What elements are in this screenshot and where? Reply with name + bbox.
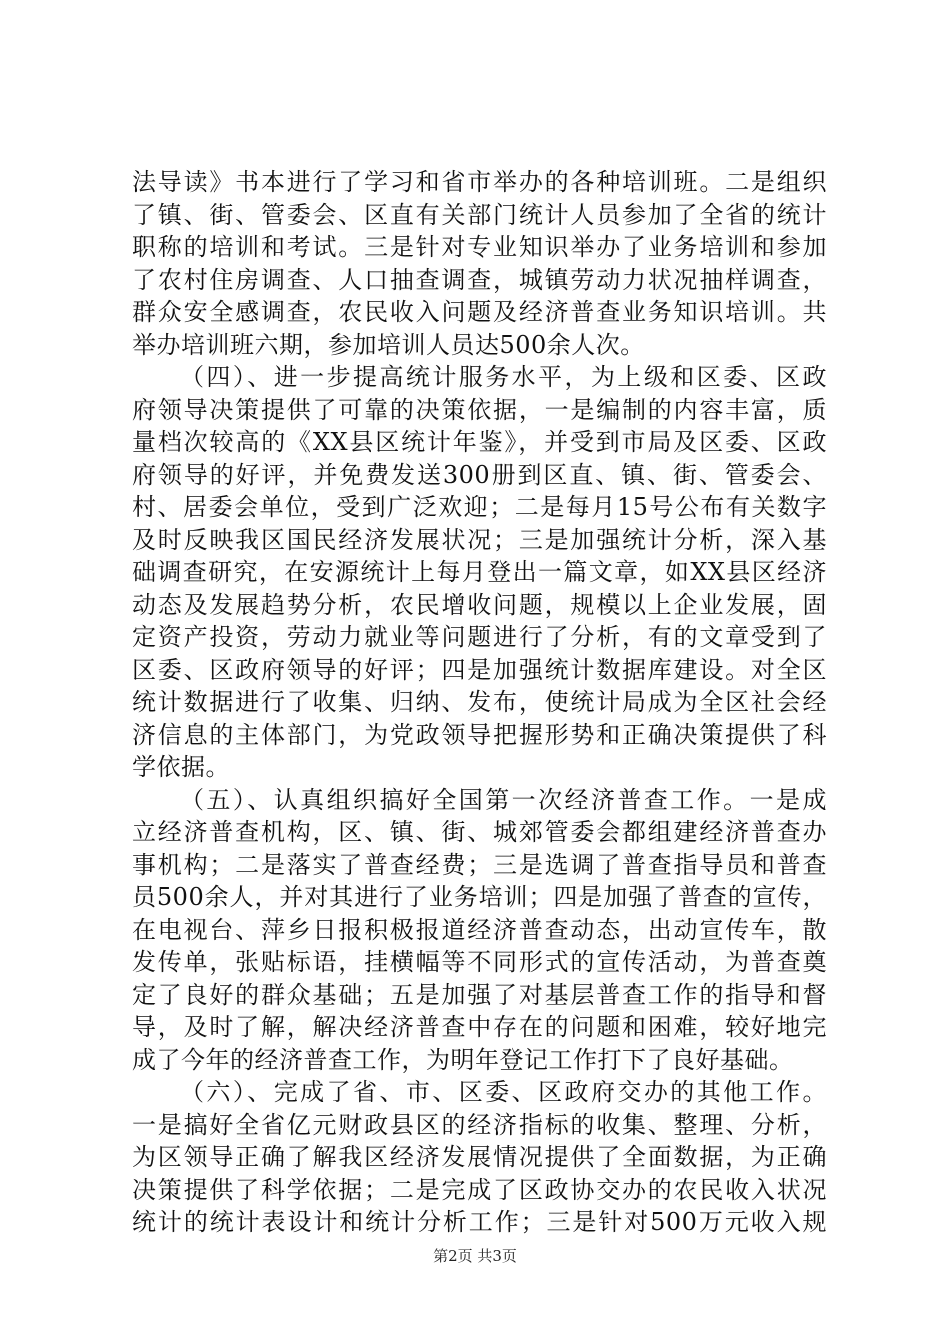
paragraph-line: （五）、认真组织搞好全国第一次经济普查工作。一是成 (180, 785, 827, 814)
page-number-footer: 第2页 共3页 (433, 1247, 517, 1265)
paragraph-line: 量档次较高的《XX县区统计年鉴》，并受到市局及区委、区政 (132, 428, 827, 456)
paragraph-line: 动态及发展趋势分析，农民增收问题，规模以上企业发展，固 (132, 590, 827, 619)
paragraph-line: 成了今年的经济普查工作，为明年登记工作打下了良好基础。 (132, 1045, 794, 1074)
paragraph-line: 府领导的好评，并免费发送300册到区直、镇、街、管委会、 (132, 460, 827, 489)
paragraph-line: 职称的培训和考试。三是针对专业知识举办了业务培训和参加 (132, 233, 827, 261)
paragraph-line: 统计的统计表设计和统计分析工作；三是针对500万元收入规 (132, 1208, 827, 1236)
paragraph-line: 济信息的主体部门，为党政领导把握形势和正确决策提供了科 (132, 720, 827, 749)
paragraph-line: 为区领导正确了解我区经济发展情况提供了全面数据，为正确 (132, 1143, 827, 1171)
paragraph-line: 了镇、街、管委会、区直有关部门统计人员参加了全省的统计 (132, 200, 827, 229)
paragraph-line: 一是搞好全省亿元财政县区的经济指标的收集、整理、分析， (132, 1110, 827, 1139)
paragraph-line: 府领导决策提供了可靠的决策依据，一是编制的内容丰富，质 (132, 395, 827, 424)
paragraph-line: 法导读》书本进行了学习和省市举办的各种培训班。二是组织 (132, 168, 827, 196)
paragraph-line: 事机构；二是落实了普查经费；三是选调了普查指导员和普查 (132, 850, 827, 879)
paragraph-line: 学依据。 (132, 753, 230, 781)
paragraph-line: 定了良好的群众基础；五是加强了对基层普查工作的指导和督 (132, 980, 827, 1009)
paragraph-line: 定资产投资，劳动力就业等问题进行了分析，有的文章受到了 (132, 623, 827, 651)
paragraph-line: 决策提供了科学依据；二是完成了区政协交办的农民收入状况 (132, 1175, 827, 1204)
paragraph-line: （四）、进一步提高统计服务水平，为上级和区委、区政 (180, 363, 827, 391)
paragraph-line: 统计数据进行了收集、归纳、发布，使统计局成为全区社会经 (132, 688, 827, 716)
document-body (132, 166, 827, 1239)
paragraph-line: 员500余人，并对其进行了业务培训；四是加强了普查的宣传， (132, 883, 827, 911)
paragraph-line: 立经济普查机构，区、镇、街、城郊管委会都组建经济普查办 (132, 818, 827, 846)
paragraph-line: 了农村住房调查、人口抽查调查，城镇劳动力状况抽样调查， (132, 265, 827, 294)
paragraph-line: 在电视台、萍乡日报积极报道经济普查动态，出动宣传车，散 (132, 915, 827, 944)
paragraph-line: （六）、完成了省、市、区委、区政府交办的其他工作。 (180, 1078, 827, 1106)
paragraph-line: 及时反映我区国民经济发展状况；三是加强统计分析，深入基 (132, 525, 827, 554)
paragraph-line: 发传单，张贴标语，挂横幅等不同形式的宣传活动，为普查奠 (132, 948, 827, 976)
paragraph-line: 举办培训班六期，参加培训人员达500余人次。 (132, 330, 645, 359)
paragraph-line: 村、居委会单位，受到广泛欢迎；二是每月15号公布有关数字 (132, 493, 827, 521)
paragraph-line: 础调查研究，在安源统计上每月登出一篇文章，如XX县区经济 (132, 558, 827, 586)
paragraph-line: 群众安全感调查，农民收入问题及经济普查业务知识培训。共 (132, 298, 827, 326)
paragraph-line: 区委、区政府领导的好评；四是加强统计数据库建设。对全区 (132, 655, 827, 684)
paragraph-line: 导，及时了解，解决经济普查中存在的问题和困难，较好地完 (132, 1013, 827, 1041)
